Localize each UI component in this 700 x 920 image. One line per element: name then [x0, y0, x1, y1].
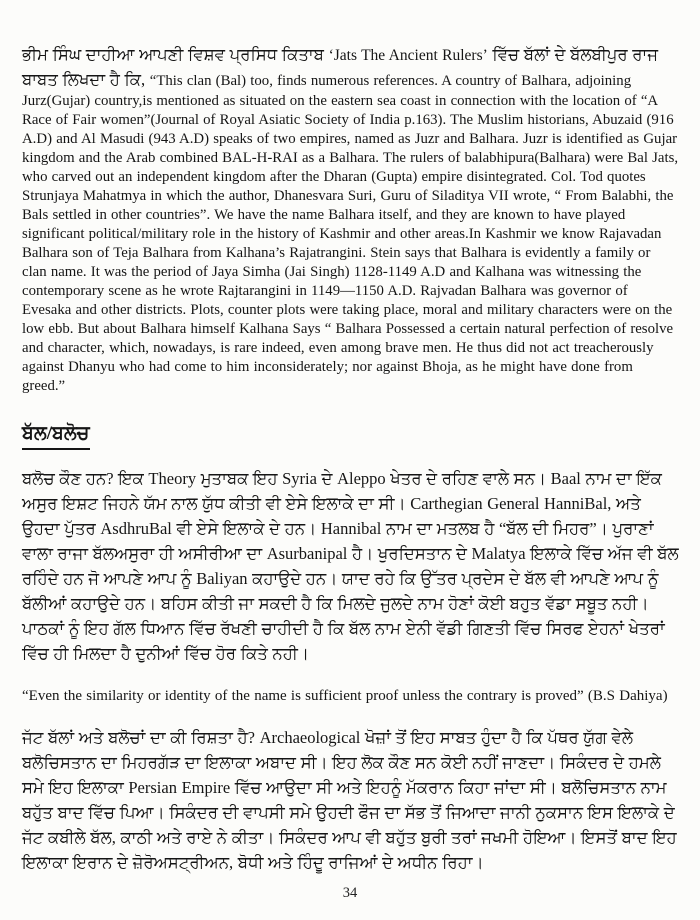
english-quotation-dahiya-book: “This clan (Bal) too, finds numerous references. A country of Balhara, adjoining Jurz(Gujar) country,is mentioned as situated on the eastern sea coast in connection with the location of “A Race of Fair women”(Journal of Royal Asiatic Society of India p.163). The Muslim historians, Abuzaid (916 A.D) and Al Masudi (943 A.D) speaks of two empires, named as Juzr and Balhara. Juzr is identified as Gujar kingdom and the Arab combined BAL-H-RAI as a Balhara. The rulers of balabhipura(Balhara) were Bal Jats, who carved out an independent kingdom after the Dharan (Gupta) empire disintegrated. Col. Tod quotes Strunjaya Mahatmya in which the author, Dhanesvara Suri, Guru of Siladitya VII wrote, “ From Balabhi, the Bals settled in other countries”. We have the name Balhara itself, and they are known to have played significant political/military role in the history of Kashmir and other areas.In Kashmir we know Rajavadan Balhara son of Teja Balhara from Kalhana’s Rajatrangini. Stein says that Balhara is evidently a family or clan name. It was the period of Jaya Simha (Jai Singh) 1128-1149 A.D and Kalhana was witnessing the contemporary scene as he wrote Rajtarangini in 1149—1150 A.D. Rajvadan Balhara was governor of Evesaka and other districts. Plots, counter plots were taking place, moral and military characters were on the low ebb. But about Balhara himself Kalhana Says “ Balhara Possessed a certain natural perfection of resolve and character, which, nowadays, is rare indeed, even among brave men. He thus did not act treacherously against Dhanyu who had come to him inconsiderately; nor against Bhoja, as he might have done from greed.” — [22, 73, 679, 394]
quote-bs-dahiya: “Even the similarity or identity of the name is sufficient proof unless the contrary is proved” (B.S Dahiya) — [22, 688, 668, 704]
intro-punjabi-continuation: ਵਿੱਚ ਬੱਲਾਂ ਦੇ ਬੱਲਬੀਪੁਰ ਰਾਜ ਬਾਬਤ ਲਿਖਦਾ ਹੈ ਕਿ, — [22, 45, 659, 89]
book-title: ‘Jats The Ancient Rulers’ — [328, 47, 488, 64]
paragraph-baloch-origin: ਬਲੋਚ ਕੌਣ ਹਨ? ਇਕ Theory ਮੁਤਾਬਕ ਇਹ Syria ਦੇ Aleppo ਖੇਤਰ ਦੇ ਰਹਿਣ ਵਾਲੇ ਸਨ। Baal ਨਾਮ ਦਾ ਇੱਕ ਅਸੁਰ ਇਸ਼ਟ ਜਿਹਨੇ ਯੱਮ ਨਾਲ ਯੁੱਧ ਕੀਤੀ ਵੀ ਏਸੇ ਇਲਾਕੇ ਦਾ ਸੀ। Carthegian General HanniBal, ਅਤੇ ਉਹਦਾ ਪੁੱਤਰ AsdhruBal ਵੀ ਏਸੇ ਇਲਾਕੇ ਦੇ ਹਨ। Hannibal ਨਾਮ ਦਾ ਮਤਲਬ ਹੈ “ਬੱਲ ਦੀ ਮਿਹਰ”। ਪੁਰਾਣਾਂ ਵਾਲਾ ਰਾਜਾ ਬੱਲਅਸੁਰਾ ਹੀ ਅਸੀਰੀਆ ਦਾ Asurbanipal ਹੈ। ਖੁਰਦਿਸਤਾਨ ਦੇ Malatya ਇਲਾਕੇ ਵਿੱਚ ਅੱਜ ਵੀ ਬੱਲ ਰਹਿੰਦੇ ਹਨ ਜੋ ਆਪਣੇ ਆਪ ਨੂੰ Baliyan ਕਹਾਉਦੇ ਹਨ। ਯਾਦ ਰਹੇ ਕਿ ਉੱਤਰ ਪ੍ਰਦੇਸ ਦੇ ਬੱਲ ਵੀ ਆਪਣੇ ਆਪ ਨੂੰ ਬੱਲੀਆਂ ਕਹਾਉਦੇ ਹਨ। ਬਹਿਸ ਕੀਤੀ ਜਾ ਸਕਦੀ ਹੈ ਕਿ ਮਿਲਦੇ ਜੁਲਦੇ ਨਾਮ ਹੋਣਾਂ ਕੋਈ ਬਹੁਤ ਵੱਡਾ ਸਬੂਤ ਨਹੀ। ਪਾਠਕਾਂ ਨੂੰ ਇਹ ਗੱਲ ਧਿਆਨ ਵਿੱਚ ਰੱਖਣੀ ਚਾਹੀਦੀ ਹੈ ਕਿ ਬੱਲ ਨਾਮ ਏਨੀ ਵੱਡੀ ਗਿਣਤੀ ਵਿੱਚ ਸਿਰਫ ਏਹਨਾਂ ਖੇਤਰਾਂ ਵਿੱਚ ਹੀ ਮਿਲਦਾ ਹੈ ਦੁਨੀਆਂ ਵਿੱਚ ਹੋਰ ਕਿਤੇ ਨਹੀ। — [22, 469, 679, 663]
intro-punjabi-lead: ਭੀਮ ਸਿੰਘ ਦਾਹੀਆ ਆਪਣੀ ਵਿਸ਼ਵ ਪ੍ਰਸਿਧ ਕਿਤਾਬ — [22, 45, 329, 64]
paragraph-jat-baloch-relation: ਜੱਟ ਬੱਲਾਂ ਅਤੇ ਬਲੋਚਾਂ ਦਾ ਕੀ ਰਿਸ਼ਤਾ ਹੈ? Archaeological ਖੋਜ਼ਾਂ ਤੋਂ ਇਹ ਸਾਬਤ ਹੁੰਦਾ ਹੈ ਕਿ ਪੱਥਰ ਯੁੱਗ ਵੇਲੇ ਬਲੋਚਿਸਤਾਨ ਦਾ ਮਿਹਰਗੱੜ ਦਾ ਇਲਾਕਾ ਅਬਾਦ ਸੀ। ਇਹ ਲੋਕ ਕੌਣ ਸਨ ਕੋਈ ਨਹੀਂ ਜਾਣਦਾ। ਸਿਕੰਦਰ ਦੇ ਹਮਲੇ ਸਮੇ ਇਹ ਇਲਾਕਾ Persian Empire ਵਿੱਚ ਆਉਦਾ ਸੀ ਅਤੇ ਇਹਨੂੰ ਮੱਕਰਾਨ ਕਿਹਾ ਜਾਂਦਾ ਸੀ। ਬਲੋਚਿਸਤਾਨ ਨਾਮ ਬਹੁੱਤ ਬਾਦ ਵਿੱਚ ਪਿਆ। ਸਿਕੰਦਰ ਦੀ ਵਾਪਸੀ ਸਮੇ ਉਹਦੀ ਫੌਜ ਦਾ ਸੱਭ ਤੋਂ ਜਿਆਦਾ ਜਾਨੀ ਨੁਕਸਾਨ ਇਸ ਇਲਾਕੇ ਦੇ ਜੱਟ ਕਬੀਲੇ ਬੱਲ, ਕਾਠੀ ਅਤੇ ਰਾਏ ਨੇ ਕੀਤਾ। ਸਿਕੰਦਰ ਆਪ ਵੀ ਬਹੁੱਤ ਬੁਰੀ ਤਰਾਂ ਜਖਮੀ ਹੋਇਆ। ਇਸਤੋਂ ਬਾਦ ਇਹ ਇਲਾਕਾ ਇਰਾਨ ਦੇ ਜ਼ੋਰੋਅਸਟ੍ਰੀਅਨ, ਬੋਧੀ ਅਤੇ ਹਿੰਦੂ ਰਾਜਿਆਂ ਦੇ ਅਧੀਨ ਰਿਹਾ। — [22, 728, 677, 872]
section-heading: ਬੱਲ/ਬਲੋਚ — [22, 422, 90, 450]
section-heading-row — [22, 422, 679, 450]
page-number: 34 — [342, 885, 358, 901]
paragraph-intro — [22, 42, 679, 396]
